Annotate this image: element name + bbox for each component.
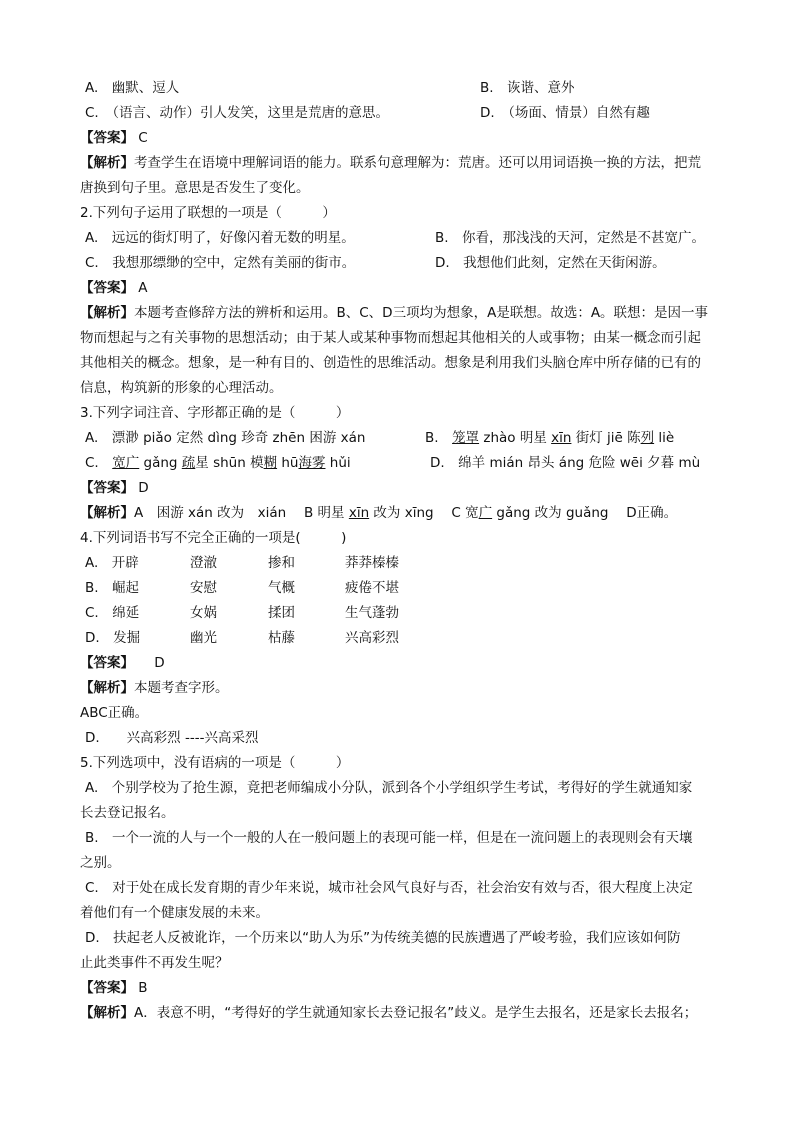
q3-answer	[80, 476, 720, 501]
underlined-word: 列	[640, 430, 655, 446]
q4-cell: 莽莽榛榛	[345, 555, 399, 571]
q4-cell: 疲倦不堪	[345, 580, 399, 596]
q4-cell: 澄澈	[190, 555, 217, 571]
q4-cell: B. 崛起	[85, 580, 140, 596]
option-text: zhào 明星	[479, 430, 552, 446]
q1-option-c: C. （语言、动作）引人发笑，这里是荒唐的意思。	[85, 105, 389, 121]
q4-row-a	[80, 551, 730, 576]
analysis-label: 【解析】	[80, 305, 134, 321]
answer-label: 【答案】	[80, 480, 134, 496]
q3-option-d: D. 绵羊 mián 昂头 áng 危险 wēi 夕暮 mù	[430, 455, 701, 471]
answer-value: C	[134, 130, 148, 146]
q1-options-row-2	[80, 101, 730, 126]
q2-analysis-line-3: 其他相关的概念。想象，是一种有目的、创造性的思维活动。想象是利用我们头脑仓库中所存储的已有的	[80, 355, 701, 371]
q5-option-c-line-1: C. 对于处在成长发育期的青少年来说，城市社会风气良好与否，社会治安有效与否，很大程度上决定	[85, 880, 693, 896]
answer-value: D	[134, 480, 149, 496]
q5-stem: 5.下列选项中，没有语病的一项是（ ）	[80, 755, 350, 771]
q2-analysis-line-1	[80, 301, 720, 326]
q1-options-row-1	[80, 76, 730, 101]
q3-options-row-2	[80, 451, 730, 476]
underlined-word: 海雾	[298, 455, 326, 471]
option-text: 星 shūn 模	[195, 455, 264, 471]
q5-option-a-line-1: A. 个别学校为了抢生源，竟把老师编成小分队，派到各个小学组织学生考试，考得好的学生就通知家	[85, 780, 693, 796]
analysis-label: 【解析】	[80, 680, 134, 696]
q3-stem: 3.下列字词注音、字形都正确的是（ ）	[80, 405, 350, 421]
option-prefix: C.	[85, 455, 113, 471]
answer-value: B	[134, 980, 148, 996]
underlined-word: 广	[478, 505, 493, 521]
q2-analysis-line-4: 信息，构筑新的形象的心理活动。	[80, 380, 283, 396]
analysis-label: 【解析】	[80, 505, 134, 521]
q4-cell: D. 发掘	[85, 630, 141, 646]
q3-option-b	[425, 426, 674, 451]
answer-label: 【答案】	[80, 980, 134, 996]
q4-cell: 女娲	[190, 605, 217, 621]
q2-analysis-line-2: 物而想起与之有关事物的思想活动；由于某人或某种事物而想起其他相关的人或事物；由某一概念而引起	[80, 330, 701, 346]
analysis-label: 【解析】	[80, 1005, 134, 1021]
q4-cell: A. 开辟	[85, 555, 139, 571]
q4-cell: 掺和	[268, 555, 295, 571]
q4-analysis-line-1	[80, 676, 720, 701]
q4-cell: 揉团	[268, 605, 295, 621]
q4-cell: 安慰	[190, 580, 217, 596]
q5-option-b-line-1: B. 一个一流的人与一个一般的人在一般问题上的表现可能一样，但是在一流问题上的表现则会有天壤	[85, 830, 693, 846]
q4-row-d	[80, 626, 730, 651]
q4-row-c	[80, 601, 730, 626]
q4-cell: 枯藤	[268, 630, 295, 646]
q4-stem: 4.下列词语书写不完全正确的一项是( )	[80, 530, 347, 546]
underlined-word: 宽广	[112, 455, 140, 471]
option-text: gǎng	[139, 455, 182, 471]
analysis-text: 本题考查修辞方法的辨析和运用。B、C、D三项均为想象，A是联想。故选：A。联想：是因一事	[134, 305, 709, 321]
q5-option-d-line-1: D. 扶起老人反被讹诈，一个历来以“助人为乐”为传统美德的民族遭遇了严峻考验，我们应该如何防	[85, 930, 681, 946]
q1-option-d: D. （场面、情景）自然有趣	[480, 105, 650, 121]
option-text: hǔi	[325, 455, 351, 471]
underlined-word: 疏	[181, 455, 196, 471]
analysis-text: 考查学生在语境中理解词语的能力。联系句意理解为：荒唐。还可以用词语换一换的方法，把荒	[134, 155, 701, 171]
q2-option-b: B. 你看，那浅浅的天河，定然是不甚宽广。	[435, 230, 706, 246]
q2-answer	[80, 276, 720, 301]
q5-option-a-line-2: 长去登记报名。	[80, 805, 175, 821]
q3-option-c	[85, 451, 351, 476]
q3-analysis	[80, 501, 720, 526]
q4-cell: 气概	[268, 580, 295, 596]
q2-options-row-2	[80, 251, 730, 276]
q1-analysis-line-1	[80, 151, 720, 176]
q2-option-c: C. 我想那缥缈的空中，定然有美丽的街市。	[85, 255, 356, 271]
q4-cell: 兴高彩烈	[345, 630, 399, 646]
q4-row-b	[80, 576, 730, 601]
q1-answer	[80, 126, 720, 151]
q1-option-a: A. 幽默、逗人	[85, 80, 180, 96]
q4-answer	[80, 651, 720, 676]
q5-option-c-line-2: 着他们有一个健康发展的未来。	[80, 905, 269, 921]
option-text: hū	[277, 455, 299, 471]
analysis-text: A 困游 xán 改为 xián B 明星	[134, 505, 349, 521]
option-text: 街灯 jiē 陈	[571, 430, 641, 446]
answer-label: 【答案】	[80, 655, 128, 671]
q5-analysis	[80, 1001, 720, 1026]
analysis-text: A．表意不明，“考得好的学生就通知家长去登记报名”歧义。是学生去报名，还是家长去报名；	[134, 1005, 698, 1021]
q2-option-a: A. 远远的街灯明了，好像闪着无数的明星。	[85, 230, 355, 246]
q3-option-a: A. 漂渺 piǎo 定然 dìng 珍奇 zhēn 困游 xán	[85, 430, 366, 446]
q3-options-row-1	[80, 426, 730, 451]
q4-cell: 生气蓬勃	[345, 605, 399, 621]
q1-option-b: B. 诙谐、意外	[480, 80, 575, 96]
underlined-word: xīn	[551, 430, 572, 446]
option-text: liè	[654, 430, 675, 446]
q5-answer	[80, 976, 720, 1001]
q4-cell: 幽光	[190, 630, 217, 646]
q4-analysis-line-2: ABC正确。	[80, 705, 149, 721]
underlined-word: 笼罩	[452, 430, 480, 446]
analysis-text: gǎng 改为 guǎng D正确。	[492, 505, 678, 521]
answer-value: A	[134, 280, 148, 296]
answer-label: 【答案】	[80, 130, 134, 146]
analysis-text: 改为 xīng C 宽	[369, 505, 479, 521]
q2-stem: 2.下列句子运用了联想的一项是（ ）	[80, 205, 336, 221]
answer-value: D	[127, 655, 165, 671]
q2-options-row-1	[80, 226, 730, 251]
answer-label: 【答案】	[80, 280, 134, 296]
q5-option-b-line-2: 之别。	[80, 855, 121, 871]
q4-analysis-line-3: D. 兴高彩烈 ----兴高采烈	[85, 730, 259, 746]
underlined-word: xīn	[348, 505, 370, 521]
q2-option-d: D. 我想他们此刻，定然在天街闲游。	[435, 255, 666, 271]
option-prefix: B.	[425, 430, 453, 446]
q4-cell: C. 绵延	[85, 605, 140, 621]
q5-option-d-line-2: 止此类事件不再发生呢？	[80, 955, 229, 971]
underlined-word: 糊	[263, 455, 278, 471]
analysis-label: 【解析】	[80, 155, 134, 171]
analysis-text: 本题考查字形。	[134, 680, 229, 696]
q1-analysis-line-2: 唐换到句子里。意思是否发生了变化。	[80, 180, 310, 196]
